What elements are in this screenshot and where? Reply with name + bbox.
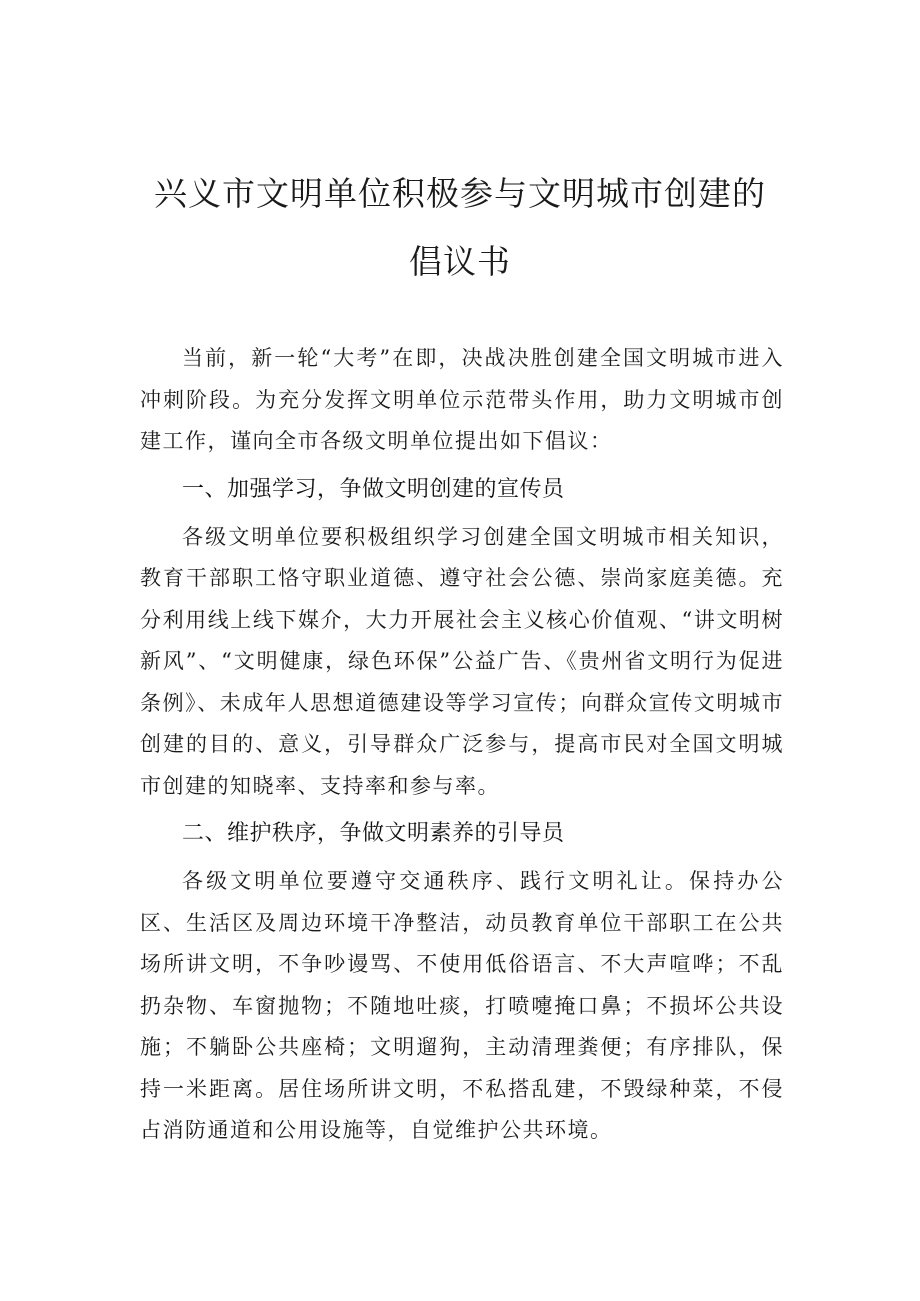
section-paragraph-2: 各级文明单位要遵守交通秩序、践行文明礼让。保持办公区、生活区及周边环境干净整洁，动员教育单位干部职工在公共场所讲文明，不争吵谩骂、不使用低俗语言、不大声喧哗；不乱扔杂物、车窗抛物；不随地吐痰，打喷嚏掩口鼻；不损坏公共设施；不躺卧公共座椅；文明遛狗，主动清理粪便；有序排队，保持一米距离。居住场所讲文明，不私搭乱建，不毁绿种菜，不侵占消防通道和公用设施等，自觉维护公共环境。	[140, 869, 784, 1142]
intro-paragraph: 当前，新一轮“大考”在即，决战决胜创建全国文明城市进入冲刺阶段。为充分发挥文明单位示范带头作用，助力文明城市创建工作，谨向全市各级文明单位提出如下倡议：	[140, 346, 784, 453]
document-title-line-2: 倡议书	[409, 242, 511, 281]
section-heading-2: 二、维护秩序，争做文明素养的引导员	[182, 821, 565, 846]
section-paragraph-1: 各级文明单位要积极组织学习创建全国文明城市相关知识，教育干部职工恪守职业道德、遵守社会公德、崇尚家庭美德。充分利用线上线下媒介，大力开展社会主义核心价值观、“讲文明树新风”、“文明健康，绿色环保”公益广告、《贵州省文明行为促进条例》、未成年人思想道德建设等学习宣传；向群众宣传文明城市创建的目的、意义，引导群众广泛参与，提高市民对全国文明城市创建的知晓率、支持率和参与率。	[140, 524, 784, 798]
document-title-line-1: 兴义市文明单位积极参与文明城市创建的	[154, 174, 766, 213]
section-heading-1: 一、加强学习，争做文明创建的宣传员	[182, 476, 565, 502]
document-body	[140, 338, 784, 1152]
